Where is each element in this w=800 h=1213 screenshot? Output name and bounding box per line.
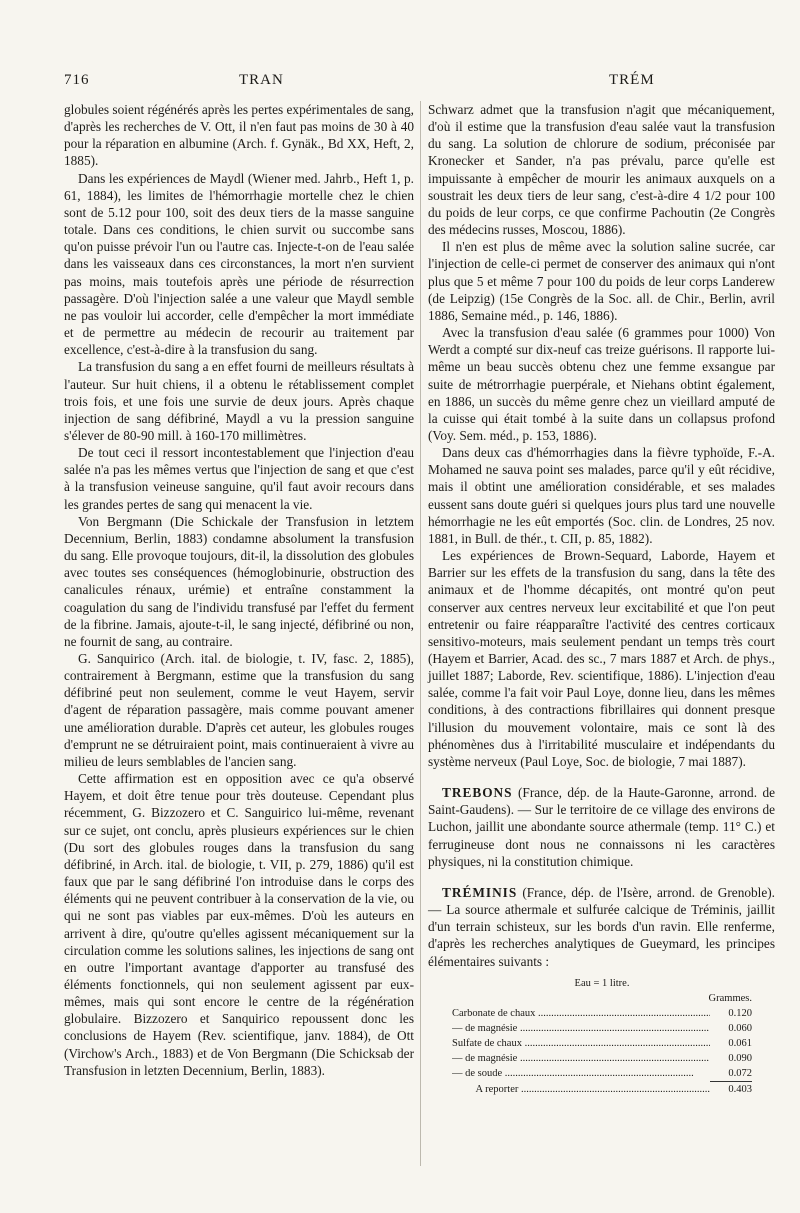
right-column <box>428 101 775 1097</box>
row-label: — de magnésie ..... <box>452 1021 710 1036</box>
paragraph: G. Sanquirico (Arch. ital. de biologie, t. IV, fasc. 2, 1885), contrairement à Bergmann, estime que la transfusion du sang défibriné peut non seulement, comme le veut Hayem, servir d'agent de réparation passagère, mais comme pouvant amener une amélioration durable. D'après cet auteur, les globules rouges d'emprunt ne se détruiraient point, mais continueraient à vivre au milieu de leurs semblables de l'ancien sang. <box>64 651 414 769</box>
table-caption: Eau = 1 litre. <box>574 977 630 989</box>
row-label: Carbonate de chaux ..... <box>452 1006 710 1021</box>
left-column <box>64 101 414 1079</box>
row-label: Sulfate de chaux ..... <box>452 1036 710 1051</box>
table-row <box>452 1021 752 1036</box>
left-running-head: TRAN <box>239 72 284 88</box>
row-value: 0.120 <box>728 1007 752 1019</box>
row-label: — de soude ..... <box>452 1066 710 1081</box>
paragraph: Dans les expériences de Maydl (Wiener med. Jahrb., Heft 1, p. 61, 1884), les limites de l'hémorrhagie mortelle chez le chien sont de 5.12 pour 100, soit des deux tiers de la masse sanguine totale. Dans ces conditions, le chien survit ou succombe sans qu'on puisse prévoir l'un ou l'autre cas. Injecte-t-on de l'eau salée dans les vaisseaux dans ces circonstances, la mort n'en survient pas moins, mais toutefois après une période de résurrection passagère. D'où l'injection salée a une valeur que Maydl semble ne pas vouloir lui accorder, celle d'empêcher la mort immédiate et de permettre au médecin de recourir au traitement par excellence, c'est-à-dire à la transfusion du sang. <box>64 170 414 358</box>
paragraph: globules soient régénérés après les pertes expérimentales de sang, d'après les recherches de V. Ott, il n'en faut pas moins de 30 à 40 pour la réparation en albumine (Arch. f. Gynäk., Bd XX, Heft, 2, 1885). <box>64 102 414 169</box>
dictionary-entry <box>428 884 775 970</box>
paragraph: La transfusion du sang a en effet fourni de meilleurs résultats à l'auteur. Sur huit chiens, il a obtenu le rétablissement complet trois fois, et une fois une survie de deux jours. Après chaque injection de sang défibriné, Maydl a vu la pression sanguine s'élever de 80-90 mill. à 160-170 millimètres. <box>64 359 414 443</box>
paragraph: Cette affirmation est en opposition avec ce qu'a observé Hayem, et doit être tenue pour très douteuse. Cependant plus récemment, G. Bizzozero et C. Sanguirico lui-même, revenant sur ce sujet, ont conclu, après plusieurs expériences sur le chien (Du sort des globules rouges dans la transfusion du sang défibriné, in Arch. ital. de biologie, t. VII, p. 279, 1886) qu'il est faux que par le sang défibriné l'on introduise dans le corps des éléments qui ne peuvent contribuer à la conservation de la vie, ou qui ne sont pas viables par eux-mêmes. D'où les auteurs en arrivent à dire, qu'outre qu'elles agissent mécaniquement sur la circulation comme les solutions salines, les injections de sang ont en outre l'important avantage d'apporter au transfusé des éléments fonctionnels, qui non seulement agissent par eux-mêmes, mais qui sont encore le centre de la régénération globulaire. Bizzozero et Sanquirico repoussent donc les conclusions de Hayem (Rev. scientifique, janv. 1884), de Ott (Virchow's Arch., 1883) et de Von Bergmann (Die Schicksab der Transfusion in letzten Decennium, Berlin, 1883). <box>64 771 414 1078</box>
entry-text: (France, dép. de l'Isère, arrond. de Grenoble). — La source athermale et sulfurée calcique de Tréminis, jaillit d'un terrain schisteux, sur les bords d'un ravin. Elle renferme, d'après les recherches analytiques de Gueymard, les principes élémentaires suivants : <box>428 884 776 969</box>
table-unit: Grammes. <box>708 992 752 1004</box>
paragraph: De tout ceci il ressort incontestablement que l'injection d'eau salée n'a pas les mêmes vertus que l'injection de sang et que c'est à la transfusion veineuse sanguine, qu'il faut avoir recours dans les grandes pertes de sang qui menacent la vie. <box>64 445 414 512</box>
entry-text: (France, dép. de la Haute-Garonne, arrond. de Saint-Gaudens). — Sur le territoire de ce village des environs de Luchon, jaillit une abondante source athermale (temp. 11° C.) et ferrugineuse dont nous ne connaissons ni les caractères physiques, ni la constitution chimique. <box>428 785 776 869</box>
paragraph: Dans deux cas d'hémorrhagies dans la fièvre typhoïde, F.-A. Mohamed ne sauva point ses malades, parce qu'il y eût récidive, mais il obtint une amélioration considérable, et ses malades eussent sans doute guéri si quelques jours plus tard une nouvelle hémorrhagie ne les eût emportés (Soc. clin. de Londres, 25 nov. 1881, in Bull. de thér., t. CII, p. 85, 1882). <box>428 445 775 546</box>
paragraph: Von Bergmann (Die Schickale der Transfusion in letztem Decennium, Berlin, 1883) condamne absolument la transfusion du sang. Elle provoque toujours, dit-il, la dissolution des globules avec toutes ses conséquences (hémoglobinurie, obstruction des canalicules rénaux, urémie) et entraîne constamment la coagulation du sang de l'individu transfusé par l'effet du ferment de la fibrine. Jamais, ajoute-t-il, le sang injecté, défibriné ou non, ne fournit de sang, au contraire. <box>64 513 414 649</box>
page-number: 716 <box>64 72 90 88</box>
table-row <box>452 1066 752 1081</box>
table-total-row <box>452 1082 752 1097</box>
paragraph: Les expériences de Brown-Sequard, Laborde, Hayem et Barrier sur les effets de la transfusion du sang, dans la tête des animaux et de l'homme décapités, ont montré qu'on peut conserver aux centres nerveux leur excitabilité et que l'on peut entretenir ou faire réapparaître l'activité des centres corticaux sensitivo-moteurs, mais seulement pendant un temps très court (Hayem et Barrier, Acad. des sc., 7 mars 1887 et Arch. de phys., juillet 1887; Laborde, Rev. scientifique, 1886). L'injection d'eau salée, comme l'a fait voir Paul Loye, donne lieu, dans les mêmes conditions, à des contractions fibrillaires qui donnent presque l'illusion du mouvement volontaire, mais ce sont là des phénomènes dus à l'irritabilité musculaire et indépendants du système nerveux (Paul Loye, Soc. de biologie, 7 mai 1887). <box>428 548 775 769</box>
entry-headword: TRÉMINIS <box>442 884 518 900</box>
running-header <box>64 72 768 94</box>
row-value: 0.061 <box>728 1037 752 1049</box>
right-running-head: TRÉM <box>609 72 655 88</box>
table-row <box>452 1006 752 1021</box>
row-value: 0.090 <box>728 1052 752 1064</box>
dictionary-entry <box>428 784 775 870</box>
entry-headword: TREBONS <box>442 785 513 801</box>
analysis-table <box>452 976 752 1097</box>
total-value: 0.403 <box>728 1083 752 1095</box>
paragraph: Il n'en est plus de même avec la solution saline sucrée, car l'injection de celle-ci permet de conserver des animaux qui n'ont plus que 5 et même 7 pour 100 du poids de leur corps Landerew (de Leipzig) (15e Congrès de la Soc. all. de Chir., Berlin, avril 1886, Semaine méd., p. 146, 1886). <box>428 239 775 323</box>
row-value: 0.072 <box>728 1067 752 1079</box>
row-value: 0.060 <box>728 1022 752 1034</box>
paragraph: Schwarz admet que la transfusion n'agit que mécaniquement, d'où il estime que la transfusion d'eau salée vaut la transfusion du sang. La solution de chlorure de sodium, préconisée par Kronecker et Sander, n'a pas prévalu, parce qu'elle est impuissante à empêcher de mourir les animaux auxquels on a soustrait les deux tiers de leur sang, c'est-à-dire 4 1/2 pour 100 du poids de leur corps, ce que confirme Pachoutin (2e Congrès des médecins russes, Moscou, 1886). <box>428 102 775 238</box>
table-row <box>452 1036 752 1051</box>
table-row <box>452 1051 752 1066</box>
column-divider <box>420 101 421 1166</box>
total-label: A reporter ..... <box>452 1082 710 1097</box>
paragraph: Avec la transfusion d'eau salée (6 grammes pour 1000) Von Werdt a compté sur dix-neuf cas treize guérisons. Il rapporte lui-même un beau succès obtenu chez une femme exsangue par suite de métrorrhagie puerpérale, et Niehans obtint également, en 1886, un succès du même genre chez un vieillard amputé de la cuisse qui était tombé à la suite dans un collapsus profond (Voy. Sem. méd., p. 153, 1886). <box>428 325 775 443</box>
row-label: — de magnésie ..... <box>452 1051 710 1066</box>
